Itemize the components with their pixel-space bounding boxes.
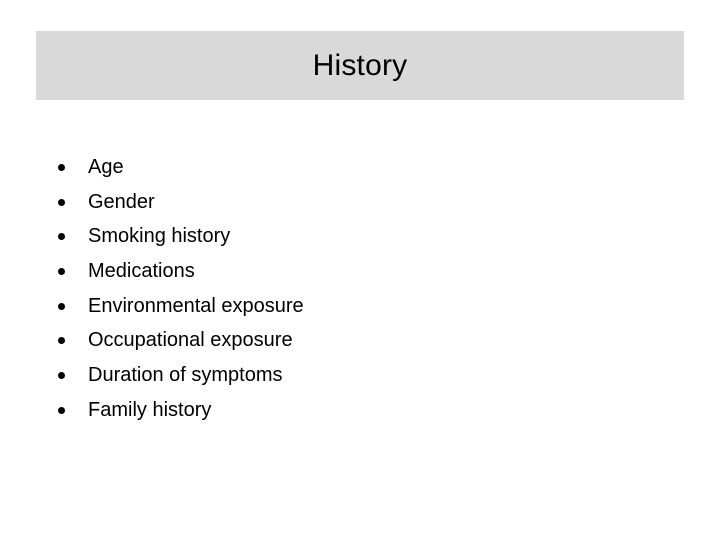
bullet-dot-icon xyxy=(58,164,65,171)
title-bar xyxy=(36,31,684,100)
bullet-dot-icon xyxy=(58,372,65,379)
bullet-label: Environmental exposure xyxy=(88,294,304,317)
bullet-dot-icon xyxy=(58,407,65,414)
bullet-dot-icon xyxy=(58,199,65,206)
bullet-item xyxy=(58,150,304,185)
bullet-item xyxy=(58,219,304,254)
bullet-label: Duration of symptoms xyxy=(88,363,283,386)
bullet-item xyxy=(58,358,304,393)
bullet-item xyxy=(58,323,304,358)
bullet-label: Occupational exposure xyxy=(88,329,293,352)
bullet-label: Medications xyxy=(88,259,195,282)
bullet-label: Gender xyxy=(88,190,155,213)
bullet-label: Family history xyxy=(88,398,212,421)
bullet-item xyxy=(58,254,304,289)
bullet-label: Age xyxy=(88,155,124,178)
bullet-item xyxy=(58,185,304,220)
bullet-item xyxy=(58,393,304,428)
bullet-dot-icon xyxy=(58,268,65,275)
bullet-list xyxy=(58,150,304,428)
slide-title: History xyxy=(312,48,408,82)
bullet-item xyxy=(58,289,304,324)
bullet-dot-icon xyxy=(58,303,65,310)
bullet-label: Smoking history xyxy=(88,225,231,248)
